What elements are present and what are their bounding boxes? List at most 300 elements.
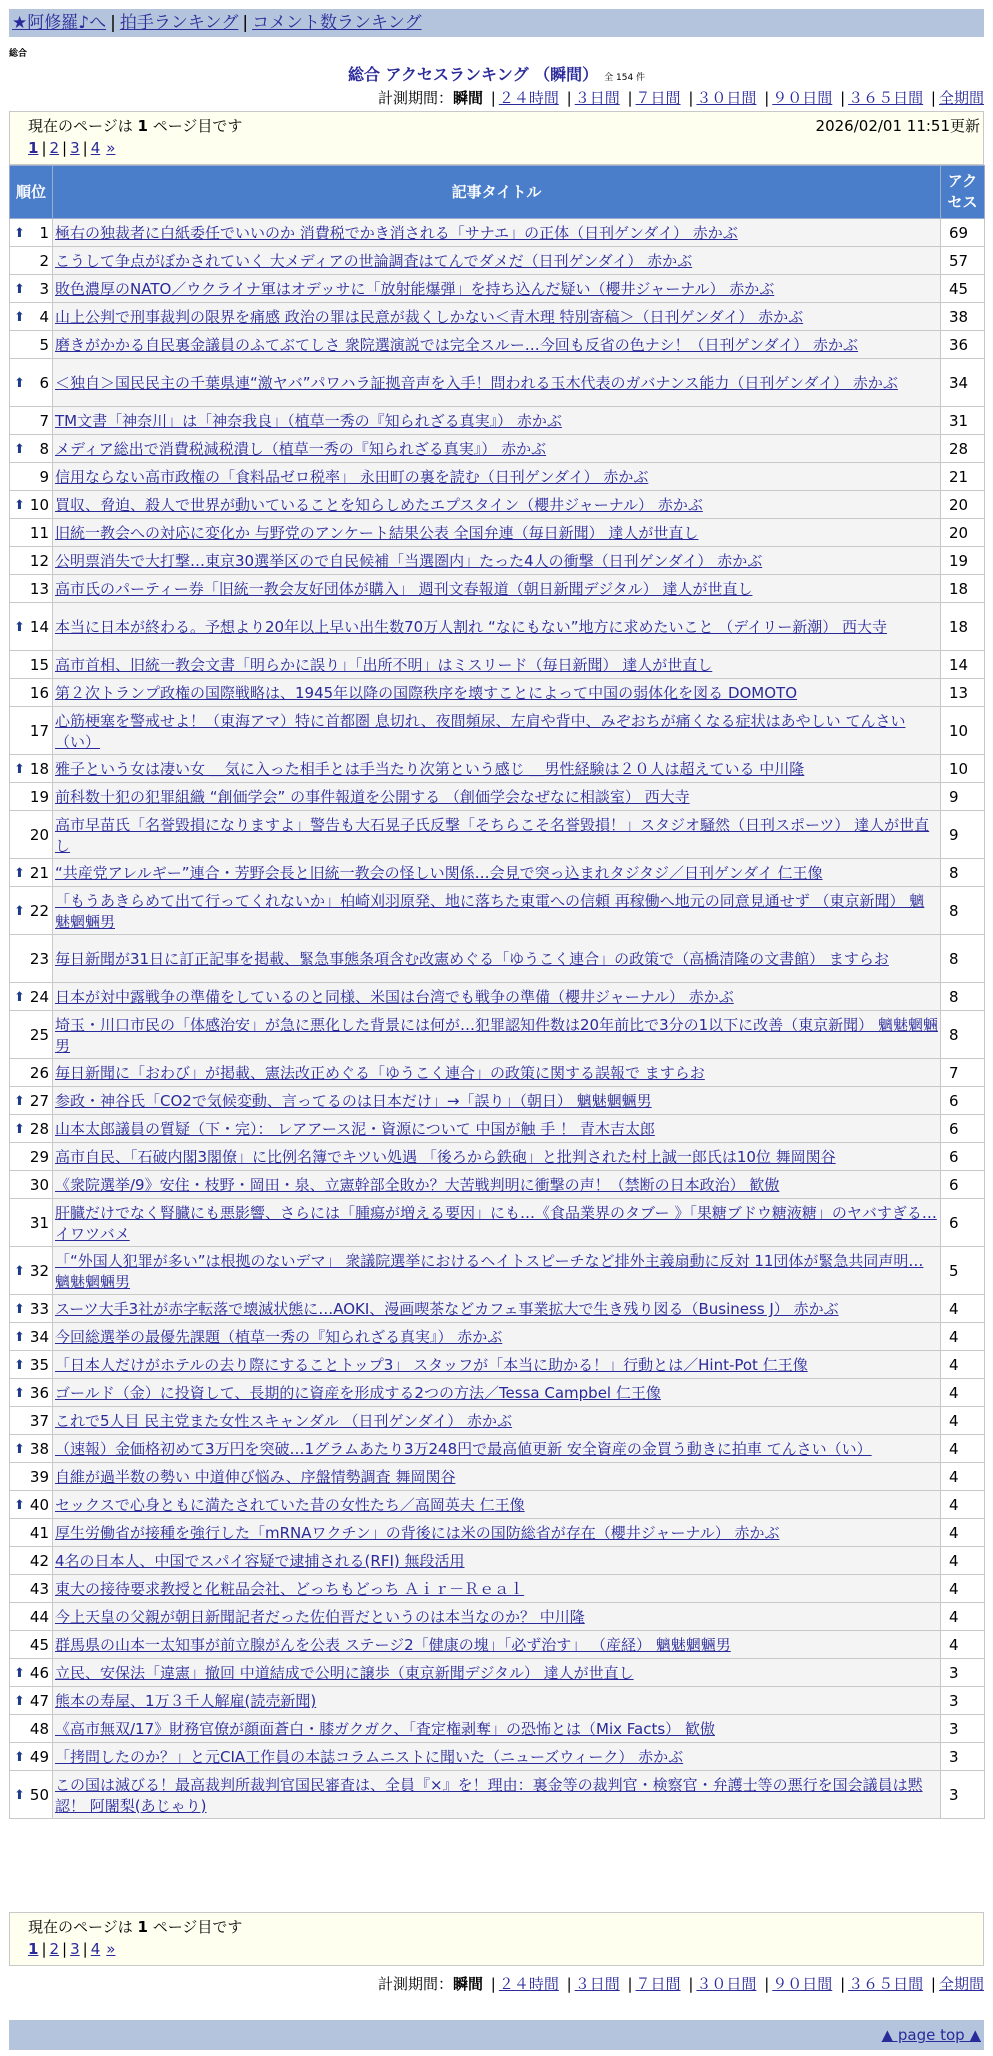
article-link[interactable]: ゴールド（金）に投資して、長期的に資産を形成する2つの方法／Tessa Campbel 仁王像 <box>55 1384 661 1402</box>
article-link[interactable]: 熊本の寿屋、1万３千人解雇(読売新聞) <box>55 1692 317 1710</box>
table-row <box>10 1295 985 1323</box>
page-info-bottom <box>9 1912 984 1966</box>
pager-page-1[interactable]: 1 <box>28 1940 39 1958</box>
table-row <box>10 1351 985 1379</box>
table-row <box>10 707 985 755</box>
rank-number: 25 <box>29 1026 49 1044</box>
rank-number: 11 <box>29 524 49 542</box>
rank-number: 23 <box>29 950 49 968</box>
table-row <box>10 463 985 491</box>
rank-number: 24 <box>29 988 49 1006</box>
rank-cell <box>10 811 53 859</box>
table-row <box>10 1115 985 1143</box>
article-link[interactable]: 信用ならない高市政権の「食料品ゼロ税率」 永田町の裏を読む（日刊ゲンダイ） 赤かぶ <box>55 468 649 486</box>
article-link[interactable]: 群馬県の山本一太知事が前立腺がんを公表 ステージ2「健康の塊」「必ず治す」 （産経） 魑魅魍魎男 <box>55 1636 731 1654</box>
article-link[interactable]: 公明票消失で大打撃…東京30選挙区ので自民候補「当選圏内」たった4人の衝撃（日刊ゲンダイ） 赤かぶ <box>55 552 763 570</box>
access-count: 28 <box>941 435 985 463</box>
title-cell <box>53 1463 941 1491</box>
period-7d[interactable]: ７日間 <box>635 1975 681 1993</box>
article-link[interactable]: 心筋梗塞を警戒せよ！（東海アマ）特に首都圏 息切れ、夜間頻尿、左肩や背中、みぞおちが痛くなる症状はあやしい てんさい（い） <box>55 711 906 751</box>
article-link[interactable]: 高市早苗氏「名誉毀損になりますよ」警告も大石晃子氏反撃「そちらこそ名誉毀損！」スタジオ騒然（日刊スポーツ） 達人が世直し <box>55 815 930 855</box>
category-label: 総合 <box>9 49 28 59</box>
rank-cell <box>10 1603 53 1631</box>
rank-number: 12 <box>29 552 49 570</box>
article-link[interactable]: 旧統一教会への対応に変化か 与野党のアンケート結果公表 全国弁連（毎日新聞） 達人が世直し <box>55 524 699 542</box>
table-row <box>10 303 985 331</box>
table-row <box>10 1687 985 1715</box>
table-row <box>10 679 985 707</box>
rank-number: 26 <box>29 1064 49 1082</box>
article-link[interactable]: TM文書「神奈川」は「神奈我良」（植草一秀の『知られざる真実』） 赤かぶ <box>55 412 562 430</box>
pager-page-4[interactable]: 4 <box>90 139 101 157</box>
period-90d[interactable]: ９０日間 <box>772 89 833 107</box>
rank-number: 40 <box>29 1496 49 1514</box>
up-arrow-icon: ⬆ <box>14 1788 25 1803</box>
article-link[interactable]: 「日本人だけがホテルの去り際にすることトップ3」 スタッフが「本当に助かる！」行動とは／Hint-Pot 仁王像 <box>55 1356 808 1374</box>
article-link[interactable]: 4名の日本人、中国でスパイ容疑で逮捕される(RFI) 無段活用 <box>55 1552 465 1570</box>
table-row <box>10 1199 985 1247</box>
rank-cell <box>10 1519 53 1547</box>
rank-number: 17 <box>29 722 49 740</box>
rank-number: 50 <box>29 1786 49 1804</box>
title-cell <box>53 1295 941 1323</box>
rank-cell <box>10 935 53 983</box>
rank-cell <box>10 1463 53 1491</box>
rank-number: 46 <box>29 1664 49 1682</box>
page-title: 総合 アクセスランキング （瞬間） <box>347 65 599 84</box>
access-count: 20 <box>941 491 985 519</box>
rank-cell <box>10 275 53 303</box>
nav-link-asyura[interactable]: ★阿修羅♪へ <box>12 13 107 33</box>
article-link[interactable]: 《高市無双/17》財務官僚が顔面蒼白・膝ガクガク、「査定権剥奪」の恐怖とは（Mix Facts） 歓傲 <box>55 1720 715 1738</box>
article-link[interactable]: 極右の独裁者に白紙委任でいいのか 消費税でかき消される「サナエ」の正体（日刊ゲンダイ） 赤かぶ <box>55 224 738 242</box>
period-3d[interactable]: ３日間 <box>574 1975 620 1993</box>
period-365d[interactable]: ３６５日間 <box>848 89 924 107</box>
article-link[interactable]: この国は滅びる！最高裁判所裁判官国民審査は、全員『×』を！理由：裏金等の裁判官・検察官・弁護士等の悪行を国会議員は黙認！ 阿闍梨(あじゃり) <box>55 1775 923 1815</box>
article-link[interactable]: 本当に日本が終わる。予想より20年以上早い出生数70万人割れ “なにもない”地方に求めたいこと （デイリー新潮） 西大寺 <box>55 618 887 636</box>
article-link[interactable]: 高市首相、旧統一教会文書「明らかに誤り」「出所不明」はミスリード（毎日新聞） 達人が世直し <box>55 656 713 674</box>
up-arrow-icon: ⬆ <box>14 1498 25 1513</box>
access-count: 34 <box>941 359 985 407</box>
access-count: 6 <box>941 1115 985 1143</box>
table-row <box>10 219 985 247</box>
title-cell <box>53 463 941 491</box>
rank-number: 13 <box>29 580 49 598</box>
access-count: 4 <box>941 1295 985 1323</box>
up-arrow-icon: ⬆ <box>14 1302 25 1317</box>
table-row <box>10 1087 985 1115</box>
table-row <box>10 547 985 575</box>
access-count: 14 <box>941 651 985 679</box>
rank-number: 21 <box>29 864 49 882</box>
rank-number: 34 <box>29 1328 49 1346</box>
up-arrow-icon: ⬆ <box>14 1094 25 1109</box>
table-row <box>10 331 985 359</box>
article-link[interactable]: “共産党アレルギー”連合・芳野会長と旧統一教会の怪しい関係…会見で突っ込まれタジタジ／日刊ゲンダイ 仁王像 <box>55 864 823 882</box>
rank-cell <box>10 219 53 247</box>
article-link[interactable]: 第２次トランプ政権の国際戦略は、1945年以降の国際秩序を壊すことによって中国の弱体化を図る DOMOTO <box>55 684 798 702</box>
table-row <box>10 407 985 435</box>
rank-cell <box>10 603 53 651</box>
article-link[interactable]: （速報）金価格初めて3万円を突破…1グラムあたり3万248円で最高値更新 安全資産の金買う動きに拍車 てんさい（い） <box>55 1440 872 1458</box>
up-arrow-icon: ⬆ <box>14 620 25 635</box>
pager-page-2[interactable]: 2 <box>49 139 60 157</box>
access-count: 18 <box>941 575 985 603</box>
article-link[interactable]: スーツ大手3社が赤字転落で壊滅状態に…AOKI、漫画喫茶などカフェ事業拡大で生き残り図る（Business J） 赤かぶ <box>55 1300 839 1318</box>
access-count: 18 <box>941 603 985 651</box>
period-30d[interactable]: ３０日間 <box>696 1975 757 1993</box>
article-link[interactable]: セックスで心身ともに満たされていた昔の女性たち／高岡英夫 仁王像 <box>55 1496 525 1514</box>
rank-cell <box>10 1011 53 1059</box>
article-link[interactable]: ＜独自＞国民民主の千葉県連“激ヤバ”パワハラ証拠音声を入手！問われる玉木代表のガバナンス能力（日刊ゲンダイ） 赤かぶ <box>55 374 898 392</box>
up-arrow-icon: ⬆ <box>14 1386 25 1401</box>
title-cell <box>53 359 941 407</box>
access-count: 6 <box>941 1171 985 1199</box>
article-link[interactable]: メディア総出で消費税減税潰し（植草一秀の『知られざる真実』） 赤かぶ <box>55 440 547 458</box>
table-row <box>10 755 985 783</box>
title-cell <box>53 1407 941 1435</box>
rank-cell <box>10 783 53 811</box>
rank-number: 38 <box>29 1440 49 1458</box>
rank-number: 5 <box>39 336 49 354</box>
table-row <box>10 1143 985 1171</box>
rank-number: 30 <box>29 1176 49 1194</box>
title-cell <box>53 1143 941 1171</box>
rank-cell <box>10 1771 53 1819</box>
access-count: 38 <box>941 303 985 331</box>
rank-number: 9 <box>39 468 49 486</box>
top-nav-bar <box>9 9 984 37</box>
access-count: 69 <box>941 219 985 247</box>
up-arrow-icon: ⬆ <box>14 1442 25 1457</box>
table-row <box>10 935 985 983</box>
table-row <box>10 1491 985 1519</box>
period-7d[interactable]: ７日間 <box>635 89 681 107</box>
rank-number: 28 <box>29 1120 49 1138</box>
pager-page-2[interactable]: 2 <box>49 1940 60 1958</box>
article-link[interactable]: 日本が対中露戦争の準備をしているのと同様、米国は台湾でも戦争の準備（櫻井ジャーナル） 赤かぶ <box>55 988 734 1006</box>
title-cell <box>53 1491 941 1519</box>
article-link[interactable]: 山本太郎議員の質疑（下・完）： レアアース泥・資源について 中国が触 手 ！ 青木吉太郎 <box>55 1120 655 1138</box>
rank-number: 16 <box>29 684 49 702</box>
up-arrow-icon: ⬆ <box>14 376 25 391</box>
table-row <box>10 811 985 859</box>
column-header-rank: 順位 <box>10 166 53 219</box>
rank-number: 4 <box>39 308 49 326</box>
article-link[interactable]: 東大の接待要求教授と化粧品会社、どっちもどっち Ａｉｒ－Ｒｅａｌ <box>55 1580 525 1598</box>
article-link[interactable]: 今回総選挙の最優先課題（植草一秀の『知られざる真実』） 赤かぶ <box>55 1328 503 1346</box>
title-cell <box>53 407 941 435</box>
title-cell <box>53 575 941 603</box>
period-90d[interactable]: ９０日間 <box>772 1975 833 1993</box>
period-30d[interactable]: ３０日間 <box>696 89 757 107</box>
pager-top: 1 | 2 | 3 | 4 » <box>28 139 116 157</box>
title-cell <box>53 1199 941 1247</box>
article-link[interactable]: これで5人目 民主党また女性スキャンダル （日刊ゲンダイ） 赤かぶ <box>55 1412 513 1430</box>
rank-cell <box>10 1323 53 1351</box>
title-cell <box>53 603 941 651</box>
rank-cell <box>10 1199 53 1247</box>
page-info-top <box>9 111 984 165</box>
up-arrow-icon: ⬆ <box>14 866 25 881</box>
up-arrow-icon: ⬆ <box>14 442 25 457</box>
access-count: 7 <box>941 1059 985 1087</box>
article-link[interactable]: 高市氏のパーティー券「旧統一教会友好団体が購入」 週刊文春報道（朝日新聞デジタル） 達人が世直し <box>55 580 753 598</box>
title-cell <box>53 1715 941 1743</box>
table-row <box>10 887 985 935</box>
article-link[interactable]: 自維が過半数の勢い 中道伸び悩み、序盤情勢調査 舞岡関谷 <box>55 1468 456 1486</box>
rank-cell <box>10 887 53 935</box>
rank-cell <box>10 1715 53 1743</box>
pager-page-1[interactable]: 1 <box>28 139 39 157</box>
rank-cell <box>10 331 53 359</box>
title-cell <box>53 859 941 887</box>
nav-link-comment-ranking[interactable]: コメント数ランキング <box>252 13 422 33</box>
rank-number: 27 <box>29 1092 49 1110</box>
rank-number: 7 <box>39 412 49 430</box>
title-cell <box>53 1659 941 1687</box>
rank-number: 47 <box>29 1692 49 1710</box>
table-row <box>10 1743 985 1771</box>
article-link[interactable]: 雅子という女は凄い女 ＿気に入った相手とは手当たり次第という感じ ＿男性経験は２０人は超えている 中川隆 <box>55 760 805 778</box>
rank-number: 14 <box>29 618 49 636</box>
up-arrow-icon: ⬆ <box>14 226 25 241</box>
updated-timestamp: 2026/02/01 11:51更新 <box>815 117 980 135</box>
rank-cell <box>10 859 53 887</box>
rank-number: 42 <box>29 1552 49 1570</box>
rank-cell <box>10 1351 53 1379</box>
nav-separator: | <box>110 13 116 33</box>
up-arrow-icon: ⬆ <box>14 1666 25 1681</box>
title-cell <box>53 219 941 247</box>
access-count: 4 <box>941 1351 985 1379</box>
access-count: 45 <box>941 275 985 303</box>
access-count: 3 <box>941 1715 985 1743</box>
article-link[interactable]: 肝臓だけでなく腎臓にも悪影響、さらには「腫瘍が増える要因」にも…《食品業界のタブー 》「果糖ブドウ糖液糖」のヤバすぎる… イワツバメ <box>55 1203 937 1243</box>
period-24h[interactable]: ２４時間 <box>498 1975 559 1993</box>
pager-next[interactable]: » <box>106 139 116 157</box>
article-link[interactable]: 埼玉・川口市民の「体感治安」が急に悪化した背景には何が…犯罪認知件数は20年前比で3分の1以下に改善（東京新聞） 魑魅魍魎男 <box>55 1015 938 1055</box>
rank-number: 2 <box>39 252 49 270</box>
table-row <box>10 1011 985 1059</box>
table-row <box>10 519 985 547</box>
access-count: 4 <box>941 1379 985 1407</box>
access-count: 31 <box>941 407 985 435</box>
up-arrow-icon: ⬆ <box>14 282 25 297</box>
rank-cell <box>10 1143 53 1171</box>
pager-page-4[interactable]: 4 <box>90 1940 101 1958</box>
pager-page-3[interactable]: 3 <box>70 139 80 157</box>
rank-number: 6 <box>39 374 49 392</box>
period-365d[interactable]: ３６５日間 <box>848 1975 924 1993</box>
access-count: 4 <box>941 1575 985 1603</box>
rank-cell <box>10 1631 53 1659</box>
access-count: 10 <box>941 755 985 783</box>
article-link[interactable]: 前科数十犯の犯罪組織 “創価学会” の事件報道を公開する （創価学会なぜなに相談室） 西大寺 <box>55 788 690 806</box>
access-count: 9 <box>941 783 985 811</box>
rank-cell <box>10 303 53 331</box>
article-link[interactable]: 「もうあきらめて出て行ってくれないか」柏崎刈羽原発、地に落ちた東電への信頼 再稼働へ地元の同意見通せず （東京新聞） 魑魅魍魎男 <box>55 891 925 931</box>
title-cell <box>53 679 941 707</box>
article-link[interactable]: 「“外国人犯罪が多い”は根拠のないデマ」 衆議院選挙におけるヘイトスピーチなど排外主義扇動に反対 11団体が緊急共同声明… 魑魅魍魎男 <box>55 1251 924 1291</box>
access-count: 21 <box>941 463 985 491</box>
rank-cell <box>10 407 53 435</box>
up-arrow-icon: ⬆ <box>14 1122 25 1137</box>
pager-bottom: 1 | 2 | 3 | 4 » <box>28 1940 116 1958</box>
table-row <box>10 1171 985 1199</box>
pager-page-3[interactable]: 3 <box>70 1940 80 1958</box>
table-row <box>10 651 985 679</box>
access-count: 8 <box>941 1011 985 1059</box>
rank-cell <box>10 1171 53 1199</box>
table-row <box>10 275 985 303</box>
up-arrow-icon: ⬆ <box>14 762 25 777</box>
rank-cell <box>10 1407 53 1435</box>
table-row <box>10 247 985 275</box>
rank-cell <box>10 679 53 707</box>
rank-cell <box>10 547 53 575</box>
article-link[interactable]: 高市自民、「石破内閣3閣僚」に比例名簿でキツい処遇 「後ろから鉄砲」と批判された村上誠一郎氏は10位 舞岡関谷 <box>55 1148 836 1166</box>
title-cell <box>53 1379 941 1407</box>
article-link[interactable]: 厚生労働省が接種を強行した「mRNAワクチン」の背後には米の国防総省が存在（櫻井ジャーナル） 赤かぶ <box>55 1524 780 1542</box>
article-link[interactable]: 山上公判で刑事裁判の限界を痛感 政治の罪は民意が裁くしかない＜青木理 特別寄稿＞（日刊ゲンダイ） 赤かぶ <box>55 308 804 326</box>
period-3d[interactable]: ３日間 <box>574 89 620 107</box>
access-count: 4 <box>941 1491 985 1519</box>
period-all[interactable]: 全期間 <box>938 1975 984 1993</box>
article-link[interactable]: 敗色濃厚のNATO／ウクライナ軍はオデッサに「放射能爆弾」を持ち込んだ疑い（櫻井ジャーナル） 赤かぶ <box>55 280 775 298</box>
article-link[interactable]: 毎日新聞が31日に訂正記事を掲載、緊急事態条項含む改憲めぐる「ゆうこく連合」の政策で（高橋清隆の文書館） ますらお <box>55 950 889 968</box>
up-arrow-icon: ⬆ <box>14 1750 25 1765</box>
period-selector-bottom: 計測期間：瞬間 | ２４時間 | ３日間 | ７日間 | ３０日間 | ９０日間 | ３６５日間 | 全期間 <box>377 1975 984 1993</box>
rank-number: 3 <box>39 280 49 298</box>
rank-number: 36 <box>29 1384 49 1402</box>
rank-number: 22 <box>29 902 49 920</box>
period-24h[interactable]: ２４時間 <box>498 89 559 107</box>
access-count: 4 <box>941 1323 985 1351</box>
rank-cell <box>10 1379 53 1407</box>
table-row <box>10 1659 985 1687</box>
article-link[interactable]: こうして争点がぼかされていく 大メディアの世論調査はてんでダメだ（日刊ゲンダイ） 赤かぶ <box>55 252 693 270</box>
article-link[interactable]: 《衆院選挙/9》安住・枝野・岡田・泉、立憲幹部全敗か？大苦戦判明に衝撃の声！（禁断の日本政治） 歓傲 <box>55 1176 780 1194</box>
access-count: 8 <box>941 887 985 935</box>
rank-number: 39 <box>29 1468 49 1486</box>
rank-number: 33 <box>29 1300 49 1318</box>
rank-number: 41 <box>29 1524 49 1542</box>
title-cell <box>53 651 941 679</box>
up-arrow-icon: ⬆ <box>14 990 25 1005</box>
rank-number: 18 <box>29 760 49 778</box>
access-count: 19 <box>941 547 985 575</box>
access-count: 4 <box>941 1547 985 1575</box>
page-title-line <box>9 62 984 85</box>
title-cell <box>53 1247 941 1295</box>
period-current: 瞬間 <box>452 89 483 107</box>
access-count: 3 <box>941 1743 985 1771</box>
table-row <box>10 1771 985 1819</box>
title-cell <box>53 1631 941 1659</box>
rank-cell <box>10 435 53 463</box>
article-link[interactable]: 今上天皇の父親が朝日新聞記者だった佐伯晋だというのは本当なのか？ 中川隆 <box>55 1608 585 1626</box>
title-cell <box>53 887 941 935</box>
title-cell <box>53 755 941 783</box>
table-row <box>10 983 985 1011</box>
access-count: 4 <box>941 1463 985 1491</box>
table-row <box>10 1631 985 1659</box>
table-row <box>10 1247 985 1295</box>
up-arrow-icon: ⬆ <box>14 310 25 325</box>
title-cell <box>53 783 941 811</box>
article-link[interactable]: 磨きがかかる自民裏金議員のふてぶてしさ 衆院選演説では完全スルー…今回も反省の色ナシ！（日刊ゲンダイ） 赤かぶ <box>55 336 859 354</box>
pager-next[interactable]: » <box>106 1940 116 1958</box>
table-row <box>10 1059 985 1087</box>
title-cell <box>53 1059 941 1087</box>
article-link[interactable]: 立民、安保法「違憲」撤回 中道結成で公明に譲歩（東京新聞デジタル） 達人が世直し <box>55 1664 634 1682</box>
up-arrow-icon: ⬆ <box>14 1358 25 1373</box>
article-link[interactable]: 参政・神谷氏「CO2で気候変動、言ってるのは日本だけ」→「誤り」（朝日） 魑魅魍魎男 <box>55 1092 652 1110</box>
article-link[interactable]: 「拷問したのか？」と元CIA工作員の本誌コラムニストに聞いた（ニューズウィーク） 赤かぶ <box>55 1748 684 1766</box>
access-count: 57 <box>941 247 985 275</box>
rank-number: 10 <box>29 496 49 514</box>
article-link[interactable]: 買収、脅迫、殺人で世界が動いていることを知らしめたエプスタイン（櫻井ジャーナル） 赤かぶ <box>55 496 703 514</box>
total-count: 全 154 件 <box>604 73 646 83</box>
rank-number: 15 <box>29 656 49 674</box>
title-cell <box>53 1351 941 1379</box>
title-cell <box>53 1115 941 1143</box>
title-cell <box>53 247 941 275</box>
rank-cell <box>10 707 53 755</box>
nav-separator: | <box>242 13 249 33</box>
rank-number: 19 <box>29 788 49 806</box>
rank-number: 49 <box>29 1748 49 1766</box>
period-current: 瞬間 <box>452 1975 483 1993</box>
ranking-table <box>9 165 985 1819</box>
rank-number: 43 <box>29 1580 49 1598</box>
column-header-title: 記事タイトル <box>53 166 941 219</box>
title-cell <box>53 1771 941 1819</box>
title-cell <box>53 1519 941 1547</box>
rank-number: 31 <box>29 1214 49 1232</box>
period-selector-top: 計測期間：瞬間 | ２４時間 | ３日間 | ７日間 | ３０日間 | ９０日間 | ３６５日間 | 全期間 <box>377 89 984 107</box>
table-row <box>10 1715 985 1743</box>
title-cell <box>53 303 941 331</box>
table-row <box>10 1435 985 1463</box>
nav-link-clap-ranking[interactable]: 拍手ランキング <box>119 13 239 33</box>
table-row <box>10 1323 985 1351</box>
rank-number: 45 <box>29 1636 49 1654</box>
rank-cell <box>10 1295 53 1323</box>
table-row <box>10 1379 985 1407</box>
up-arrow-icon: ⬆ <box>14 1264 25 1279</box>
access-count: 4 <box>941 1631 985 1659</box>
current-page-text: 現在のページは 1 ページ目です <box>28 1918 243 1936</box>
period-label: 計測期間： <box>377 89 453 107</box>
title-cell <box>53 811 941 859</box>
period-all[interactable]: 全期間 <box>938 89 984 107</box>
article-link[interactable]: 毎日新聞に「おわび」が掲載、憲法改正めぐる「ゆうこく連合」の政策に関する誤報で ますらお <box>55 1064 705 1082</box>
table-row <box>10 1463 985 1491</box>
table-row <box>10 783 985 811</box>
page-top-link[interactable]: ▲ page top ▲ <box>881 2026 981 2044</box>
rank-number: 44 <box>29 1608 49 1626</box>
access-count: 13 <box>941 679 985 707</box>
table-row <box>10 1407 985 1435</box>
rank-cell <box>10 1087 53 1115</box>
access-count: 20 <box>941 519 985 547</box>
access-count: 4 <box>941 1603 985 1631</box>
rank-cell <box>10 463 53 491</box>
up-arrow-icon: ⬆ <box>14 498 25 513</box>
rank-cell <box>10 1491 53 1519</box>
